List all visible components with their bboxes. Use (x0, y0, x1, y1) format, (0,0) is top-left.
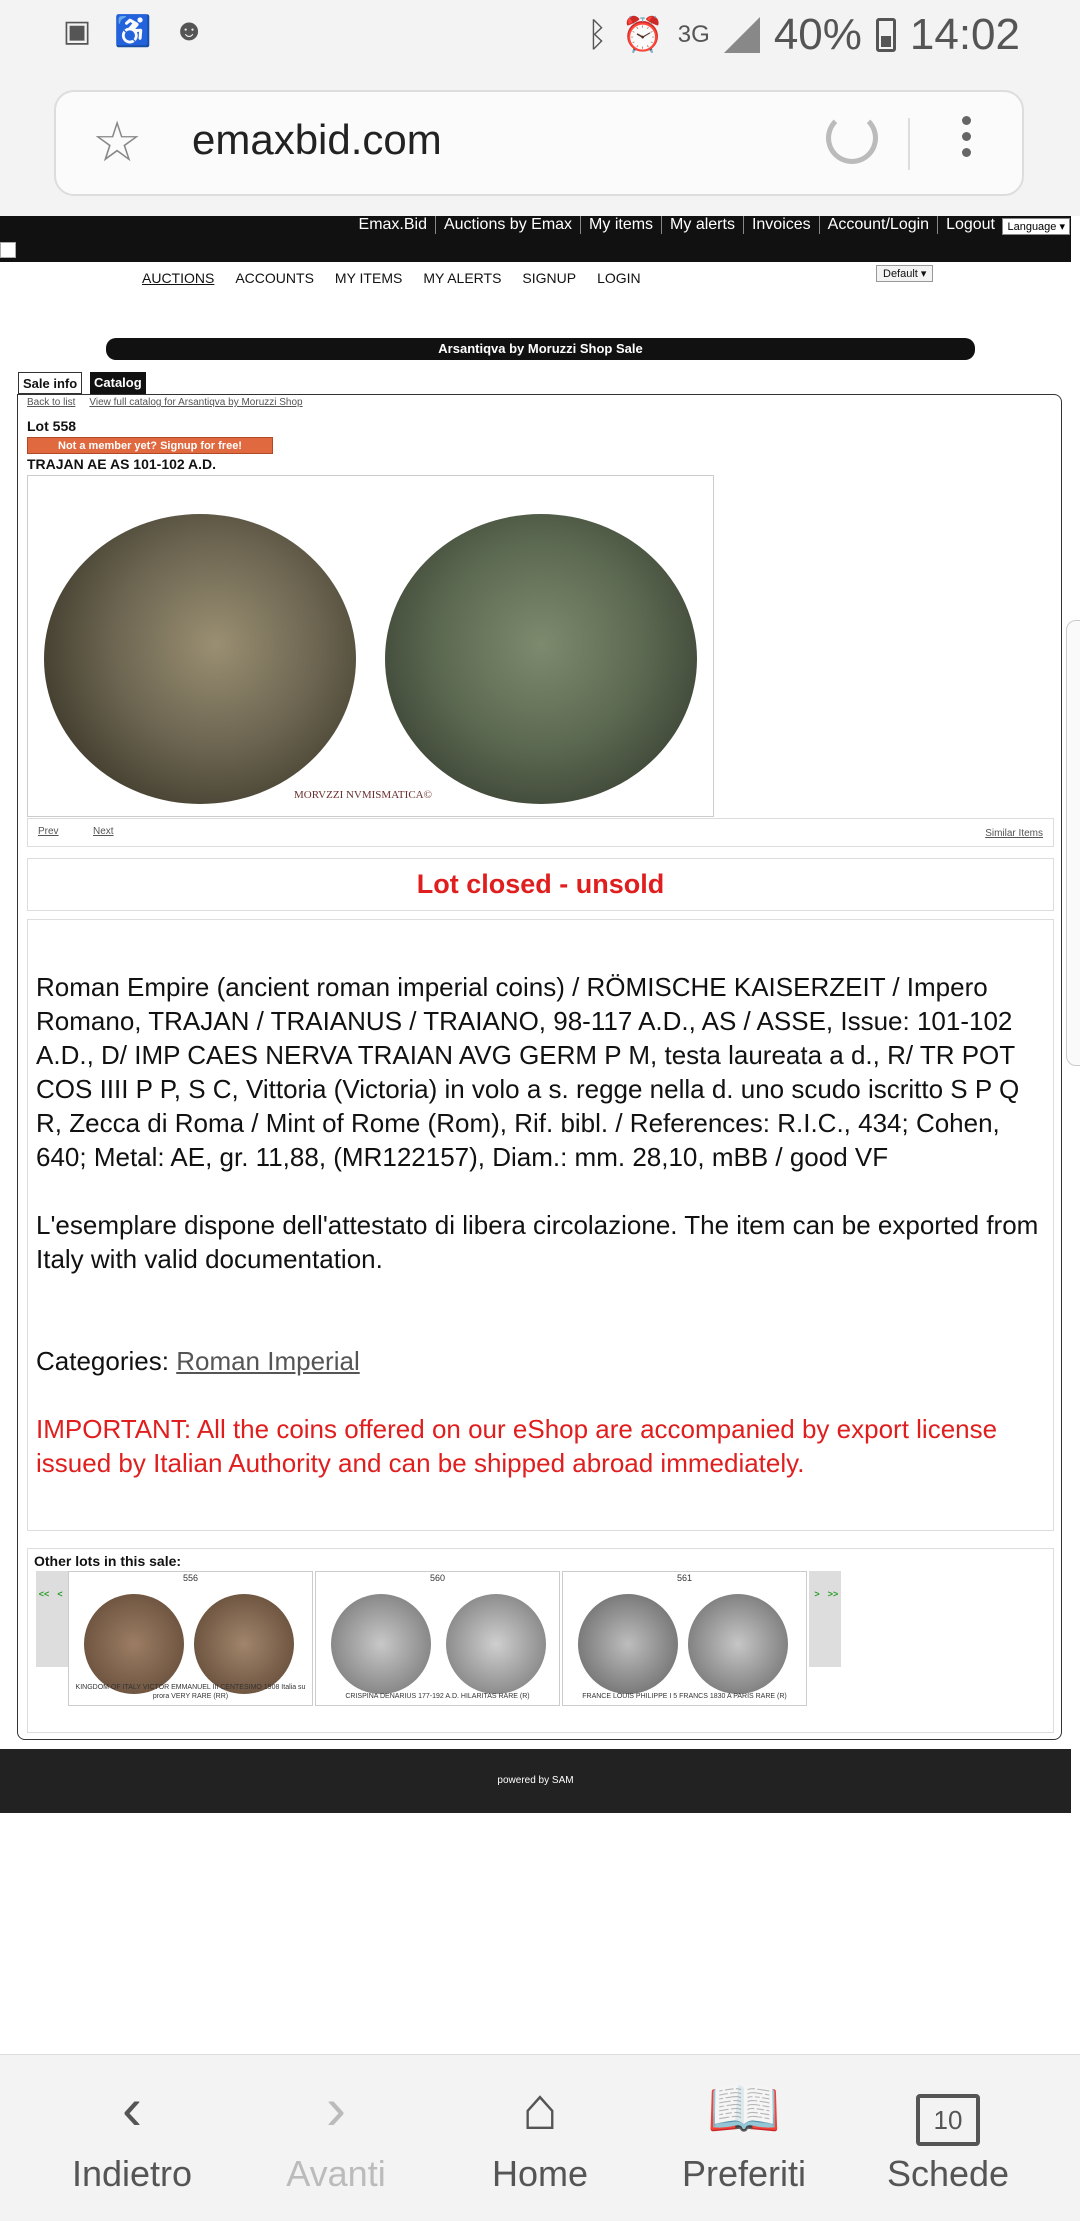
battery-icon (876, 18, 896, 52)
other-lot-caption: FRANCE LOUIS PHILIPPE I 5 FRANCS 1830 A PARIS RARE (R) (582, 1693, 787, 1700)
coin-thumbnail (84, 1594, 184, 1694)
signal-icon (724, 17, 760, 53)
next-link[interactable]: Next (93, 826, 114, 837)
breadcrumb (27, 397, 303, 408)
back-label: Indietro (71, 2153, 193, 2194)
bookmark-star-icon[interactable]: ☆ (92, 110, 143, 173)
nav-signup[interactable]: SIGNUP (522, 270, 577, 286)
sort-select[interactable]: Default ▾ (876, 265, 933, 282)
battery-percent: 40% (773, 10, 862, 59)
clock: 14:02 (909, 10, 1020, 59)
reload-icon[interactable] (826, 112, 878, 164)
lot-pager (27, 818, 1054, 847)
nav-accounts[interactable]: ACCOUNTS (235, 270, 314, 286)
coin-thumbnail (578, 1594, 678, 1694)
overflow-menu-icon[interactable] (962, 116, 971, 157)
signup-button[interactable]: Not a member yet? Signup for free! (27, 437, 273, 454)
first-lots-button[interactable]: << (36, 1571, 52, 1667)
other-lots (27, 1548, 1054, 1733)
image-watermark: MORVZZI NVMISMATICA© (294, 789, 432, 801)
book-icon: 📖 (706, 2075, 782, 2142)
other-lot-number: 556 (182, 1573, 199, 1583)
top-link-emax-bid[interactable]: Emax.Bid (351, 216, 436, 234)
browser-bottom-nav (0, 2054, 1080, 2221)
important-notice: IMPORTANT: All the coins offered on our eShop are accompanied by export license issued by Italian Authority and can be shipped abroad immediately. (36, 1414, 998, 1478)
category-link[interactable]: Roman Imperial (176, 1346, 360, 1376)
browser-toolbar (0, 70, 1080, 216)
coin-reverse-image (385, 514, 697, 804)
site-footer: powered by SAM (0, 1749, 1071, 1813)
coin-thumbnail (194, 1594, 294, 1694)
lot-number: Lot 558 (27, 418, 77, 434)
prev-lots-button[interactable]: < (52, 1571, 68, 1667)
tab-sale-info[interactable]: Sale info (18, 372, 82, 394)
side-panel-handle[interactable] (1066, 620, 1080, 1066)
gallery-icon: ▣ (62, 14, 92, 48)
broken-image-icon (0, 242, 16, 258)
url-text[interactable]: emaxbid.com (192, 116, 442, 163)
top-link-my-items[interactable]: My items (581, 216, 662, 234)
other-lot-number: 561 (676, 1573, 693, 1583)
tabs-button[interactable] (858, 2073, 1038, 2195)
forward-button[interactable] (246, 2073, 426, 2195)
other-lot-card[interactable] (68, 1571, 313, 1706)
top-link-my-alerts[interactable]: My alerts (662, 216, 744, 234)
home-icon: ⌂ (521, 2075, 559, 2142)
coin-thumbnail (446, 1594, 546, 1694)
home-button[interactable] (450, 2073, 630, 2195)
other-lot-card[interactable] (315, 1571, 560, 1706)
coin-thumbnail (331, 1594, 431, 1694)
categories-line (36, 1344, 1045, 1378)
sale-banner: Arsantiqva by Moruzzi Shop Sale (106, 338, 975, 360)
lot-title: TRAJAN AE AS 101-102 A.D. (27, 456, 217, 472)
coin-obverse-image (44, 514, 356, 804)
forward-label: Avanti (286, 2153, 386, 2194)
lot-status: Lot closed - unsold (27, 858, 1054, 911)
accessibility-icon: ♿ (114, 14, 152, 48)
top-link-auctions-by-emax[interactable]: Auctions by Emax (436, 216, 581, 234)
other-lot-caption: KINGDOM OF ITALY VICTOR EMMANUEL III CENTESIMO 1908 Italia su prora VERY RARE (RR) (75, 1684, 306, 1700)
other-lot-caption: CRISPINA DENARIUS 177-192 A.D. HILARITAS RARE (R) (345, 1693, 530, 1700)
top-link-logout[interactable]: Logout (946, 216, 995, 233)
bluetooth-icon: ᛒ (587, 15, 608, 54)
other-lot-card[interactable] (562, 1571, 807, 1706)
nav-my-alerts[interactable]: MY ALERTS (423, 270, 502, 286)
back-to-list-link[interactable]: Back to list (27, 397, 76, 408)
alarm-icon: ⏰ (621, 16, 664, 54)
bookmarks-button[interactable] (654, 2073, 834, 2195)
similar-items-link[interactable]: Similar Items (985, 828, 1043, 839)
next-lots-button[interactable]: > (809, 1571, 825, 1667)
smiley-icon: ☻ (173, 14, 205, 47)
description-text: Roman Empire (ancient roman imperial coins) / RÖMISCHE KAISERZEIT / Impero Romano, TRAJAN / TRAIANUS / TRAIANO, 98-117 A.D., AS / ASSE, Issue: 101-102 A.D., D/ IMP CAES NERVA TRAIAN AVG GERM P M, testa laureata a d., R/ TR POT COS IIII P P, S C, Vittoria (Victoria) in volo a s. regge nella d. uno scudo iscritto S P Q R, Zecca di Roma / Mint of Rome (Rom), Rif. bibl. / References: R.I.C., 434; Cohen, 640; Metal: AE, gr. 11,88, (MR122157), Diam.: mm. 28,10, mBB / good VF (36, 972, 1020, 1172)
top-link-invoices[interactable]: Invoices (744, 216, 820, 234)
status-bar (0, 0, 1080, 70)
lot-description (27, 919, 1054, 1531)
tabs-icon (858, 2073, 1038, 2145)
tab-catalog[interactable]: Catalog (90, 372, 146, 394)
language-select[interactable]: Language ▾ (1002, 218, 1070, 235)
other-lots-title: Other lots in this sale: (34, 1553, 182, 1569)
address-bar[interactable] (54, 90, 1024, 196)
chevron-right-icon: › (326, 2075, 346, 2142)
export-note: L'esemplare dispone dell'attestato di libera circolazione. The item can be exported from Italy with valid documentation. (36, 1210, 1039, 1274)
full-catalog-link[interactable]: View full catalog for Arsantiqva by Moruzzi Shop (89, 397, 303, 408)
prev-link[interactable]: Prev (38, 826, 59, 837)
network-type: 3G (677, 21, 710, 48)
tabs-label: Schede (886, 2153, 1010, 2194)
site-top-bar (0, 216, 1071, 262)
top-link-account-login[interactable]: Account/Login (820, 216, 938, 234)
lot-image[interactable] (27, 475, 714, 817)
tabs-count: 10 (916, 2094, 980, 2146)
home-label: Home (491, 2153, 589, 2194)
back-button[interactable] (42, 2073, 222, 2195)
categories-label: Categories: (36, 1346, 169, 1376)
coin-thumbnail (688, 1594, 788, 1694)
site-top-links (351, 216, 1003, 234)
other-lot-number: 560 (429, 1573, 446, 1583)
bookmarks-label: Preferiti (681, 2153, 807, 2194)
last-lots-button[interactable]: >> (825, 1571, 841, 1667)
nav-my-items[interactable]: MY ITEMS (334, 270, 403, 286)
nav-auctions[interactable]: AUCTIONS (142, 270, 215, 286)
nav-login[interactable]: LOGIN (597, 270, 641, 286)
main-nav (142, 270, 641, 286)
chevron-left-icon: ‹ (122, 2075, 142, 2142)
toolbar-divider (908, 118, 910, 170)
